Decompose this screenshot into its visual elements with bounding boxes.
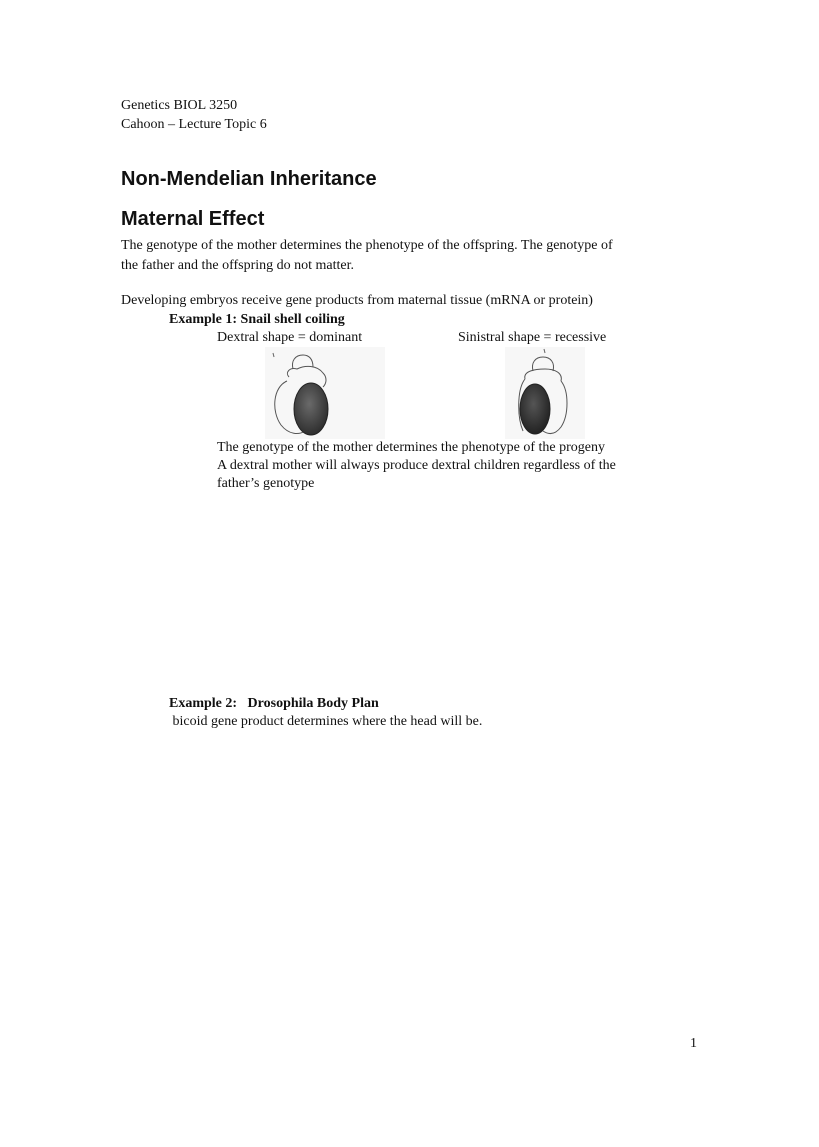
lecture-header: Cahoon – Lecture Topic 6: [121, 117, 267, 132]
dextral-snail-illustration: [265, 347, 385, 439]
embryo-note: Developing embryos receive gene products from maternal tissue (mRNA or protein): [121, 293, 593, 308]
dextral-label: Dextral shape = dominant: [217, 330, 363, 345]
example-1-note-3: father’s genotype: [217, 476, 315, 491]
example-1-heading: Example 1: Snail shell coiling: [169, 312, 345, 327]
section-heading: Maternal Effect: [121, 208, 265, 230]
definition-line-1: The genotype of the mother determines the phenotype of the offspring. The genotype of: [121, 238, 613, 253]
course-header: Genetics BIOL 3250: [121, 98, 238, 113]
sinistral-snail-illustration: [505, 347, 585, 439]
example-1-note-1: The genotype of the mother determines the phenotype of the progeny: [217, 440, 605, 455]
definition-line-2: the father and the offspring do not matter.: [121, 258, 355, 273]
example-1-note-2: A dextral mother will always produce dextral children regardless of the: [217, 458, 616, 473]
sinistral-label: Sinistral shape = recessive: [458, 330, 607, 345]
example-2-text: bicoid gene product determines where the head will be.: [169, 714, 483, 729]
page-title: Non-Mendelian Inheritance: [121, 168, 377, 190]
example-2-heading: Example 2: Drosophila Body Plan: [169, 696, 379, 711]
page-number: 1: [690, 1036, 697, 1051]
